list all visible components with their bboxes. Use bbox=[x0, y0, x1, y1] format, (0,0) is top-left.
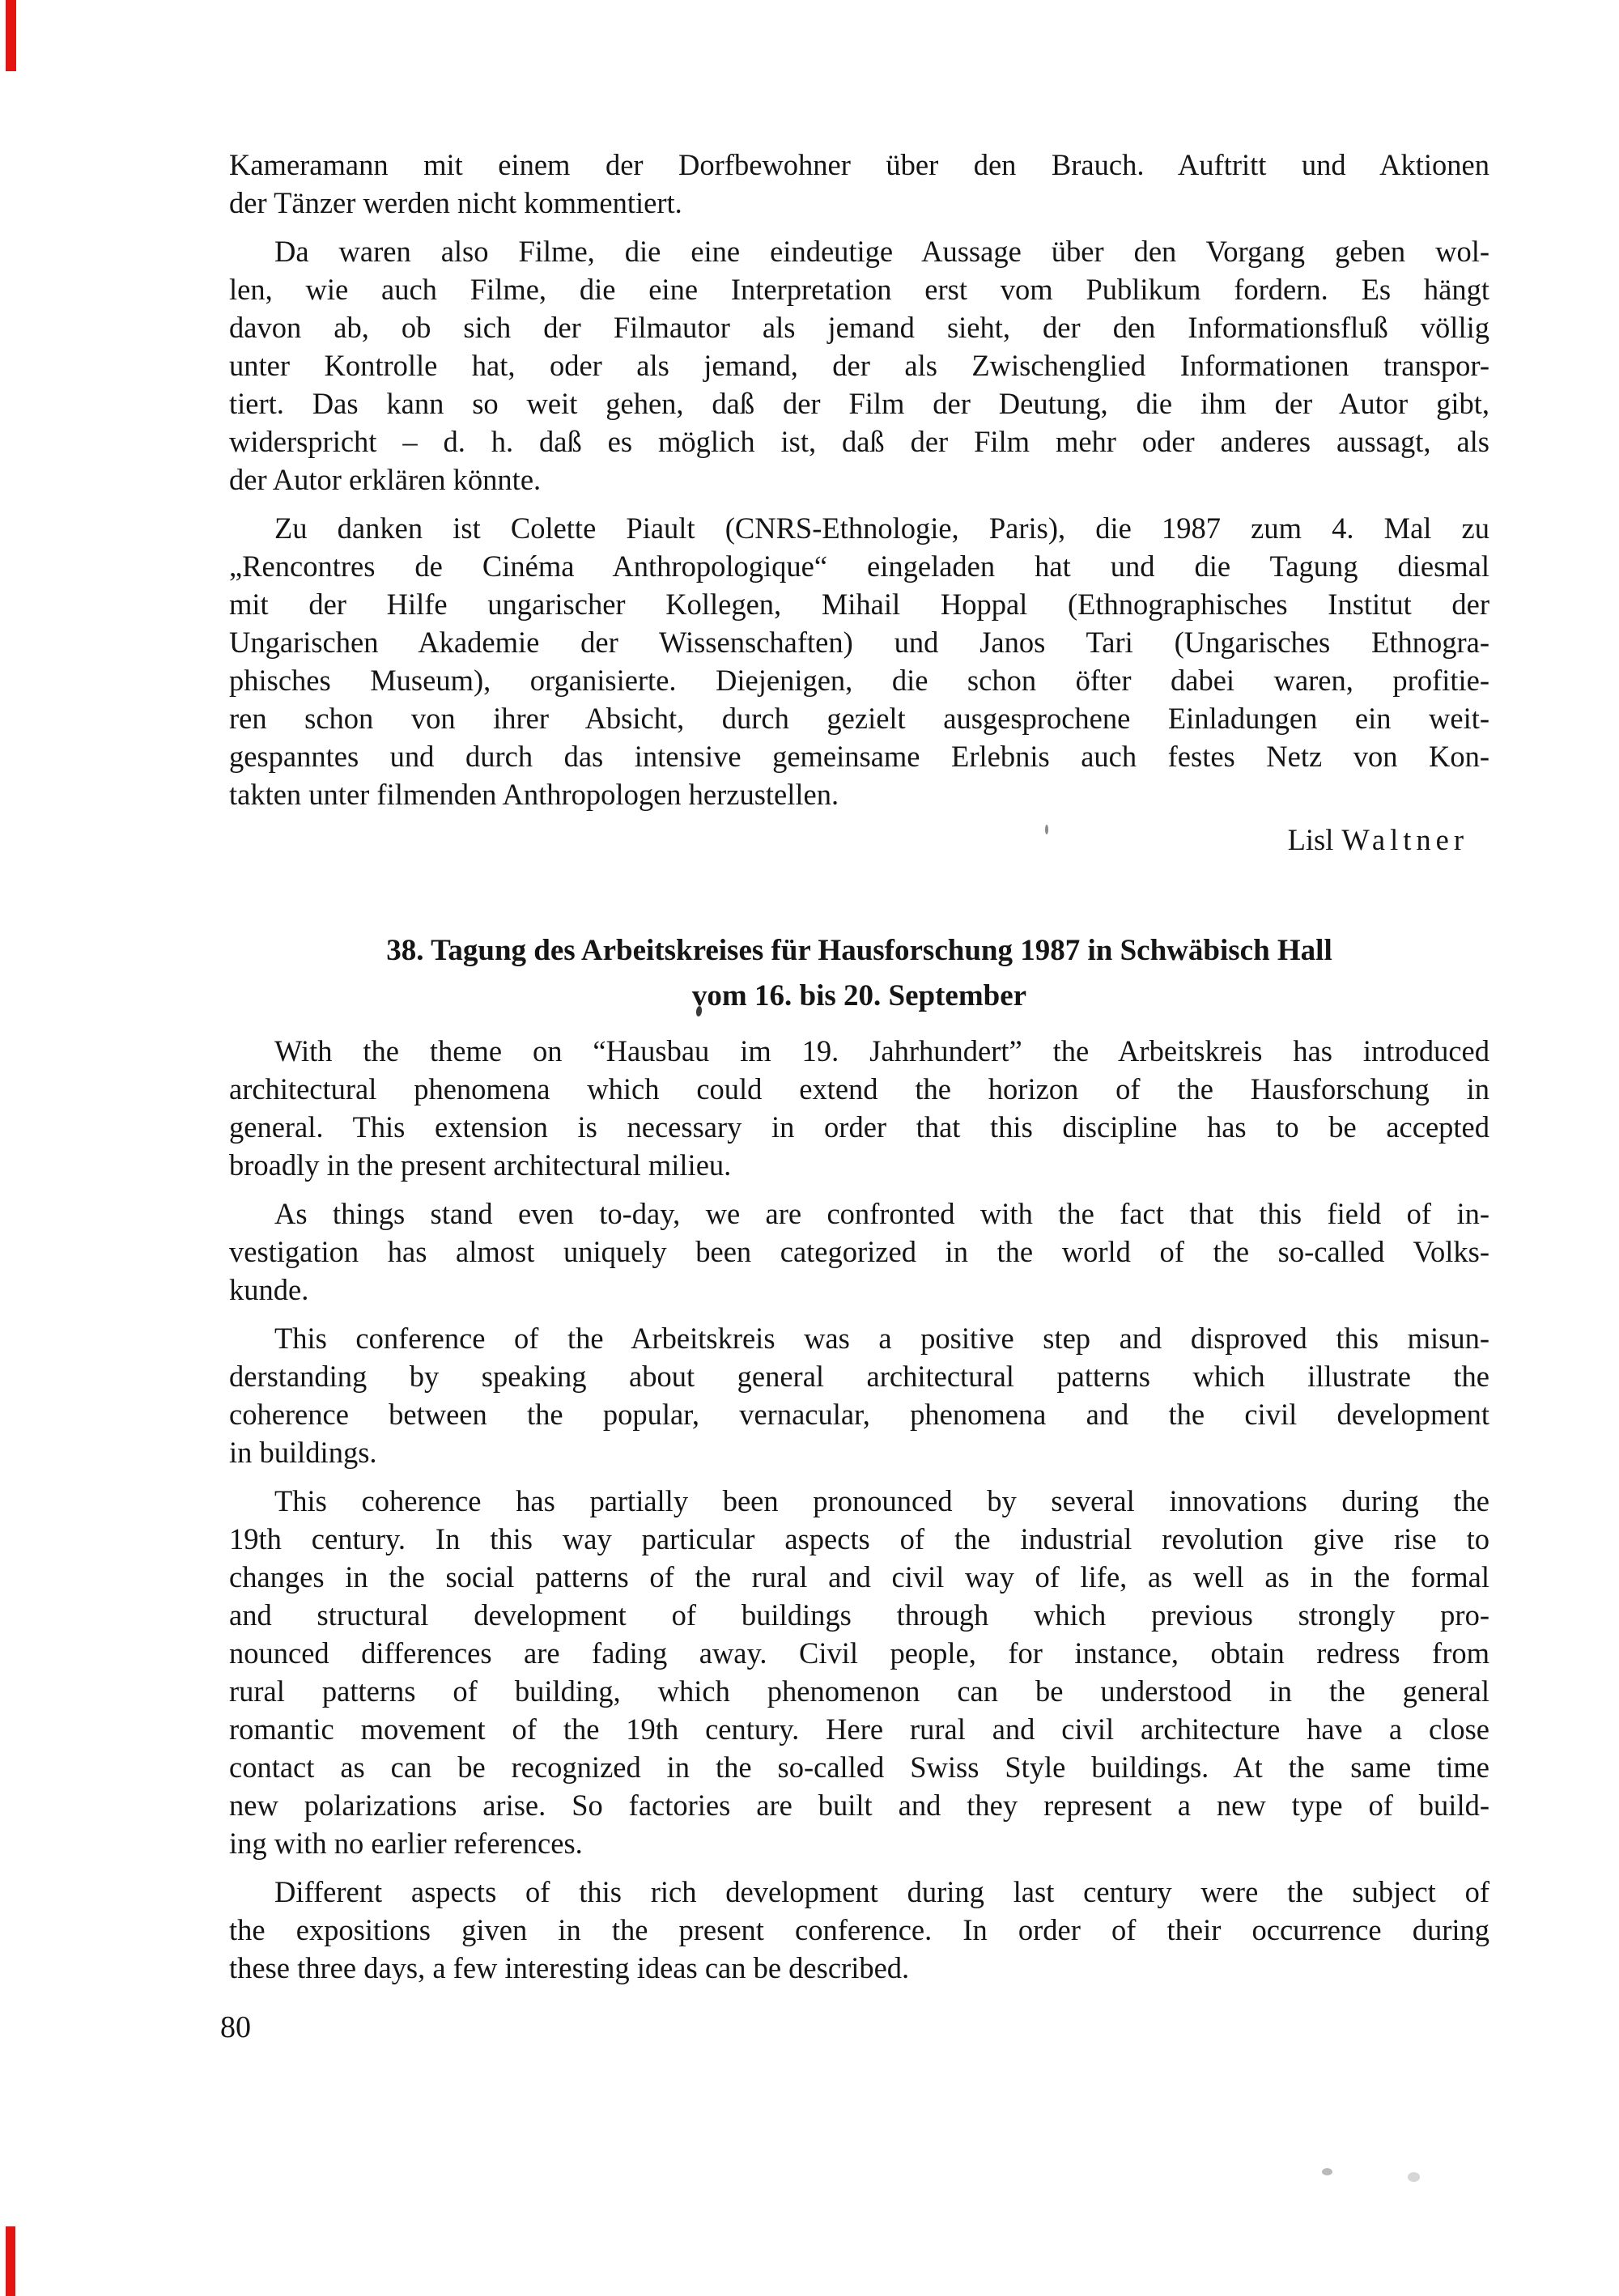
text-line: contact as can be recognized in the so-called Swiss Style buildings. At the same time bbox=[229, 1751, 1489, 1784]
paragraph bbox=[229, 1032, 1489, 1184]
text-line: davon ab, ob sich der Filmautor als jemand sieht, der den Informationsfluß völlig bbox=[229, 311, 1489, 344]
section-heading-line-2: vom 16. bis 20. September bbox=[691, 979, 1027, 1012]
text-line: in buildings. bbox=[229, 1436, 377, 1469]
text-line: vestigation has almost uniquely been categorized in the world of the so-called Volks- bbox=[229, 1235, 1489, 1268]
text-line: Different aspects of this rich development during last century were the subject of bbox=[274, 1875, 1489, 1908]
text-line: nounced differences are fading away. Civil people, for instance, obtain redress from bbox=[229, 1636, 1489, 1670]
text-line: coherence between the popular, vernacular, phenomena and the civil development bbox=[229, 1398, 1489, 1431]
text-line: general. This extension is necessary in order that this discipline has to be accepted bbox=[229, 1110, 1489, 1144]
text-line: the expositions given in the present conference. In order of their occurrence during bbox=[229, 1913, 1489, 1946]
paragraph bbox=[229, 146, 1489, 222]
text-line: Da waren also Filme, die eine eindeutige Aussage über den Vorgang geben wol- bbox=[274, 235, 1489, 268]
text-line: 19th century. In this way particular aspects of the industrial revolution give rise to bbox=[229, 1522, 1489, 1555]
text-line: and structural development of buildings through which previous strongly pro- bbox=[229, 1598, 1489, 1632]
text-line: „Rencontres de Cinéma Anthropologique“ eingeladen hat und die Tagung diesmal bbox=[229, 550, 1489, 583]
text-line: new polarizations arise. So factories are built and they represent a new type of build- bbox=[229, 1789, 1489, 1822]
author-first-name: Lisl bbox=[1287, 823, 1334, 856]
text-line: mit der Hilfe ungarischer Kollegen, Mihail Hoppal (Ethnographisches Institut der bbox=[229, 588, 1489, 621]
author-signature bbox=[229, 821, 1489, 859]
text-line: romantic movement of the 19th century. Here rural and civil architecture have a close bbox=[229, 1712, 1489, 1746]
text-column bbox=[229, 146, 1489, 1987]
section-heading bbox=[229, 928, 1489, 1019]
text-line: architectural phenomena which could extend the horizon of the Hausforschung in bbox=[229, 1072, 1489, 1106]
paragraph bbox=[229, 1482, 1489, 1862]
scan-speck bbox=[1322, 2168, 1332, 2175]
scan-artifact-red-bottom bbox=[6, 2226, 15, 2296]
paragraph bbox=[229, 1319, 1489, 1471]
text-line: these three days, a few interesting ideas can be described. bbox=[229, 1951, 910, 1984]
text-line: unter Kontrolle hat, oder als jemand, der als Zwischenglied Informationen transpor- bbox=[229, 349, 1489, 382]
text-line: With the theme on “Hausbau im 19. Jahrhundert” the Arbeitskreis has introduced bbox=[274, 1034, 1489, 1067]
page-number: 80 bbox=[220, 2010, 251, 2044]
text-line: phisches Museum), organisierte. Diejenigen, die schon öfter dabei waren, profitie- bbox=[229, 664, 1489, 697]
text-line: gespanntes und durch das intensive gemeinsame Erlebnis auch festes Netz von Kon- bbox=[229, 740, 1489, 773]
text-line: len, wie auch Filme, die eine Interpretation erst vom Publikum fordern. Es hängt bbox=[229, 273, 1489, 306]
text-line: Zu danken ist Colette Piault (CNRS-Ethnologie, Paris), die 1987 zum 4. Mal zu bbox=[274, 511, 1489, 545]
text-line: kunde. bbox=[229, 1273, 309, 1306]
paragraph bbox=[229, 1195, 1489, 1309]
text-line: Ungarischen Akademie der Wissenschaften) und Janos Tari (Ungarisches Ethnogra- bbox=[229, 626, 1489, 659]
scan-speck bbox=[1408, 2172, 1420, 2182]
text-line: broadly in the present architectural milieu. bbox=[229, 1148, 732, 1182]
german-report-paragraphs bbox=[229, 146, 1489, 813]
paragraph bbox=[229, 509, 1489, 813]
text-line: ing with no earlier references. bbox=[229, 1827, 583, 1860]
text-line: takten unter filmenden Anthropologen herzustellen. bbox=[229, 778, 839, 811]
section-heading-line-1: 38. Tagung des Arbeitskreises für Hausforschung 1987 in Schwäbisch Hall bbox=[386, 934, 1332, 967]
text-line: tiert. Das kann so weit gehen, daß der Film der Deutung, die ihm der Autor gibt, bbox=[229, 387, 1489, 420]
english-report-paragraphs bbox=[229, 1032, 1489, 1987]
text-line: changes in the social patterns of the rural and civil way of life, as well as in the formal bbox=[229, 1560, 1489, 1594]
text-line: ren schon von ihrer Absicht, durch gezielt ausgesprochene Einladungen ein weit- bbox=[229, 702, 1489, 735]
text-line: rural patterns of building, which phenomenon can be understood in the general bbox=[229, 1674, 1489, 1708]
text-line: der Autor erklären könnte. bbox=[229, 463, 542, 496]
text-line: This coherence has partially been pronounced by several innovations during the bbox=[274, 1484, 1489, 1517]
text-line: Kameramann mit einem der Dorfbewohner über den Brauch. Auftritt und Aktionen bbox=[229, 148, 1489, 181]
paragraph bbox=[229, 1873, 1489, 1987]
paragraph bbox=[229, 232, 1489, 499]
text-line: This conference of the Arbeitskreis was a positive step and disproved this misun- bbox=[274, 1322, 1489, 1355]
text-line: widerspricht – d. h. daß es möglich ist, daß der Film mehr oder anderes aussagt, als bbox=[229, 425, 1489, 458]
text-line: derstanding by speaking about general architectural patterns which illustrate the bbox=[229, 1360, 1489, 1393]
scan-artifact-red-top bbox=[6, 0, 16, 71]
text-line: der Tänzer werden nicht kommentiert. bbox=[229, 186, 682, 219]
text-line: As things stand even to-day, we are confronted with the fact that this field of in- bbox=[274, 1197, 1489, 1230]
author-last-name: Waltner bbox=[1341, 823, 1468, 856]
